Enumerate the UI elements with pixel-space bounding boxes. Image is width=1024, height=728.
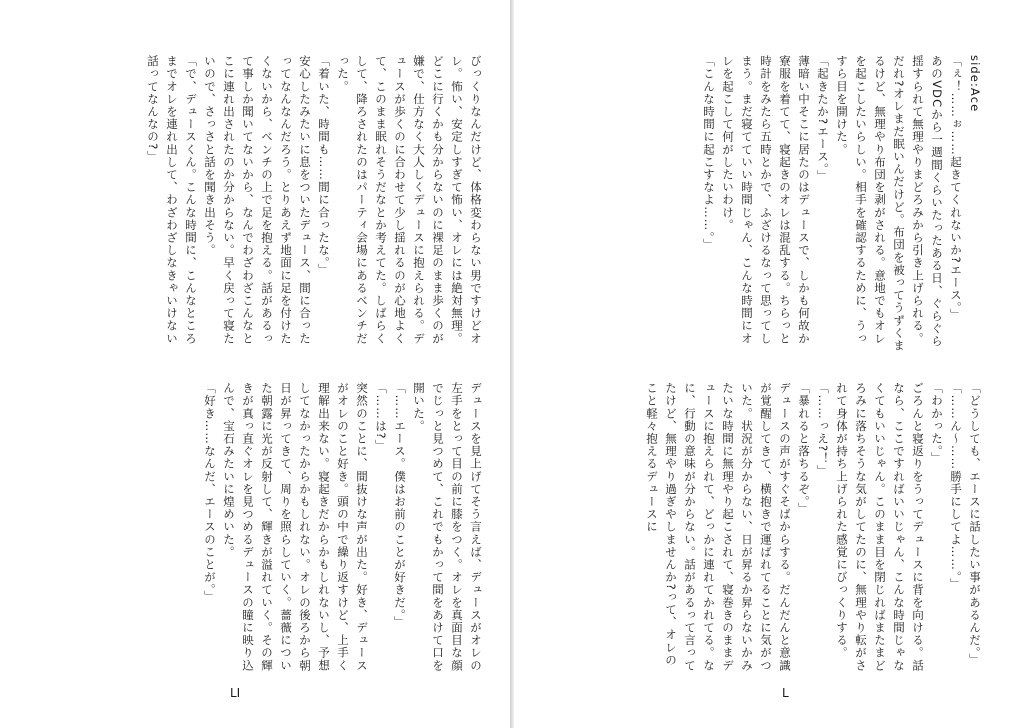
- left-folio: LI: [230, 686, 241, 700]
- right-folio: L: [782, 686, 789, 700]
- right-page: [514, 0, 1024, 728]
- right-upper-text: side:Ace 「ぇ！……ぉ……起きてくれないか?エース。」 あのVDCから一週間くらいたったある日、ぐらぐら揺すられて無理やりまどろみから引き上げられる。だれ?オレまだ眠いんだけど。布団を被ってうずくまるけど、無理やり布団を剥がされる。意地でもオレを起こしたいらしい。相手を確認するために、うっすら目を開けた。 「起きたか?エース。」 薄暗い中そこに居たのはデュースで、しかも何故か寮服を着てて、寝起きのオレは混乱する。ちらっと時計をみたら五時とかで、ふざけるなって思ってしまう。まだ寝てていい時間じゃん、こんな時間にオレを起こして何がしたいわけ。 「こんな時間に起こすなよ……。」: [702, 55, 982, 353]
- left-lower-text: デュースを見上げてそう言えば、デュースがオレの左手をとって目の前に膝をつく。オレを真面目な顔でじっと見つめて、これでもかって間をあけて口を開いた。 「……エース。僕はお前のことが好きだ。」 「……は?」 突然のことに、間抜けな声が出た。好き、デュースがオレのこと好き。頭の中で繰り返すけど、上手く理解出来ない。寝起きだからかもしれないし、予想してなかったからかもしれない。オレの後ろから朝日が昇ってきて、周りを照らしていく。薔薇についた朝露に光が反射して、輝きが溢れていく。その輝きが真っ直ぐオレを見つめるデュースの瞳に映り込んで、宝石みたいに煌めいた。 「好き……なんだ、エースのことが。」: [203, 382, 483, 672]
- left-page: [0, 0, 510, 728]
- left-upper-text: びっくりなんだけど、体格変わらない男ですけどオレ。怖い、安定しすぎて怖い、オレには絶対無理。 どこに行くかも分からないのに裸足のまま歩くのが嫌で、仕方なく大人しくデュースに抱えられる。デュースが歩くのに合わせて少し揺れるのが心地よくて、このまま眠れそうだなとか考えてた。しばらくして、降ろされたのはパーティ会場にあるベンチだった。 「着いた、時間も……間に合ったな。」 安心したみたいに息をついたデュース、間に合ったってなんなんだろう。とりあえず地面に足を付けたくないから、ベンチの上で足を抱える。話があるって事しか聞いてないから、なんでわざわざこんなとこに連れ出されたのか分からない。早く戻って寝たいので、さっさと話を聞き出そう。 「で、デュースくん。こんな時間に、こんなところまでオレを連れ出して、わざわざしなきゃいけない話ってなんなの?」: [146, 55, 483, 345]
- right-lower-text: 「どうしても、エースに話したい事があるんだ。」 「……ん〜……勝手にしてよ……。」 「わかった。」 ごろんと寝返りをうってデュースに背を向ける。話なら、ここですればいいじゃん、こんな時間じゃなくてもいいじゃん。このまま目を閉じればまたまどろみに落ちそうな気がしてたのに、無理やり転がされて身体が持ち上げられた感覚にびっくりする。 「……っえ?！」 「暴れると落ちるぞ。」 デュースの声がすぐそばからする。だんだんと意識が覚醒してきて、横抱きで運ばれてることに気がついた。状況が分からない、日が昇るか昇らないかみたいな時間に無理やり起こされて、寝巻きのままデュースに抱えられて、どっかに連れてかれてる。なに、行動の意味が分からない。話があるって言ってたけど、無理やり過ぎやしませんか?って、オレのこと軽々抱えるデュースに: [645, 382, 982, 672]
